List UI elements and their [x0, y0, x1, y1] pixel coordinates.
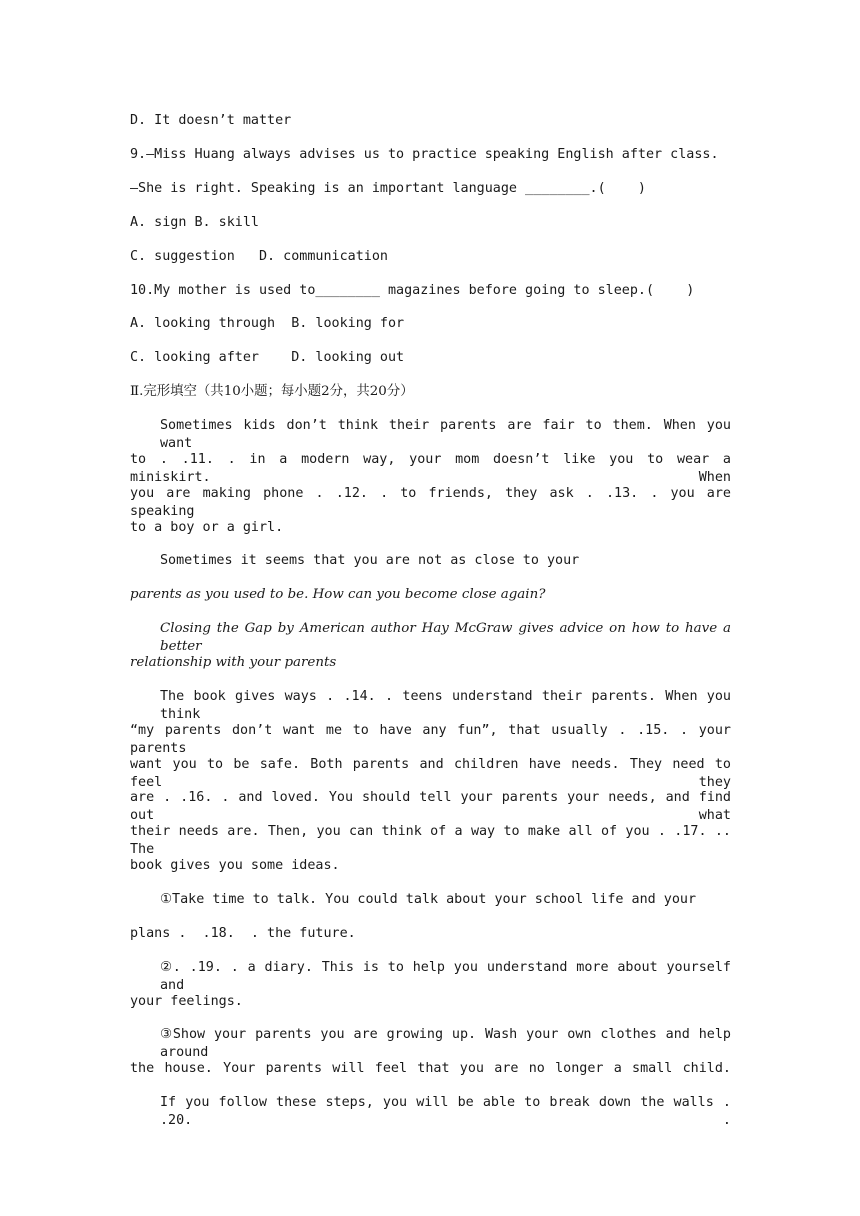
tip-1-line: ①Take time to talk. You could talk about your school life and your: [160, 892, 697, 907]
passage-line: Sometimes it seems that you are not as close to your: [160, 553, 580, 568]
tip-2-line: ②. .19. . a diary. This is to help you understand more about yourself and: [160, 960, 731, 993]
question-10-options-ab: A. looking through B. looking for: [130, 316, 405, 331]
tip-1-line: plans . .18. . the future.: [130, 926, 356, 941]
passage-line: “my parents don’t want me to have any fun”, that usually . .15. . your parents: [130, 723, 731, 756]
section-heading: Ⅱ.完形填空（共10小题；每小题2分，共20分）: [130, 384, 414, 399]
book-title-line: relationship with your parents: [130, 655, 337, 670]
passage-line: are . .16. . and loved. You should tell your parents your needs, and find out what: [130, 790, 731, 823]
passage-line: their needs are. Then, you can think of a way to make all of you . .17. .. The: [130, 824, 731, 857]
passage-line: you are making phone . .12. . to friends, they ask . .13. . you are speaking: [130, 486, 731, 519]
question-9-prompt: 9.—Miss Huang always advises us to practice speaking English after class.: [130, 147, 719, 162]
passage-line: book gives you some ideas.: [130, 858, 340, 873]
book-title-line: Closing the Gap by American author Hay McGraw gives advice on how to have a better: [160, 621, 731, 654]
tip-3-line: the house. Your parents will feel that you are no longer a small child.: [130, 1061, 731, 1076]
passage-line: Sometimes kids don’t think their parents are fair to them. When you want: [160, 418, 731, 451]
passage-line: If you follow these steps, you will be able to break down the walls . .20. .: [160, 1095, 731, 1128]
question-9-options-ab: A. sign B. skill: [130, 215, 259, 230]
passage-line: to a boy or a girl.: [130, 520, 284, 535]
tip-3-line: ③Show your parents you are growing up. Wash your own clothes and help around: [160, 1027, 731, 1060]
question-9-options-cd: C. suggestion D. communication: [130, 249, 388, 264]
question-10-options-cd: C. looking after D. looking out: [130, 350, 405, 365]
question-9-reply: —She is right. Speaking is an important language ________.( ): [130, 181, 646, 196]
passage-line: to . .11. . in a modern way, your mom doesn’t like you to wear a miniskirt. When: [130, 452, 731, 485]
passage-line-italic: parents as you used to be. How can you become close again?: [130, 587, 546, 602]
passage-line: want you to be safe. Both parents and children have needs. They need to feel they: [130, 757, 731, 790]
option-d-line: D. It doesn’t matter: [130, 113, 292, 128]
question-10-prompt: 10.My mother is used to________ magazines before going to sleep.( ): [130, 283, 695, 298]
passage-line: The book gives ways . .14. . teens understand their parents. When you think: [160, 689, 731, 722]
tip-2-line: your feelings.: [130, 994, 243, 1009]
